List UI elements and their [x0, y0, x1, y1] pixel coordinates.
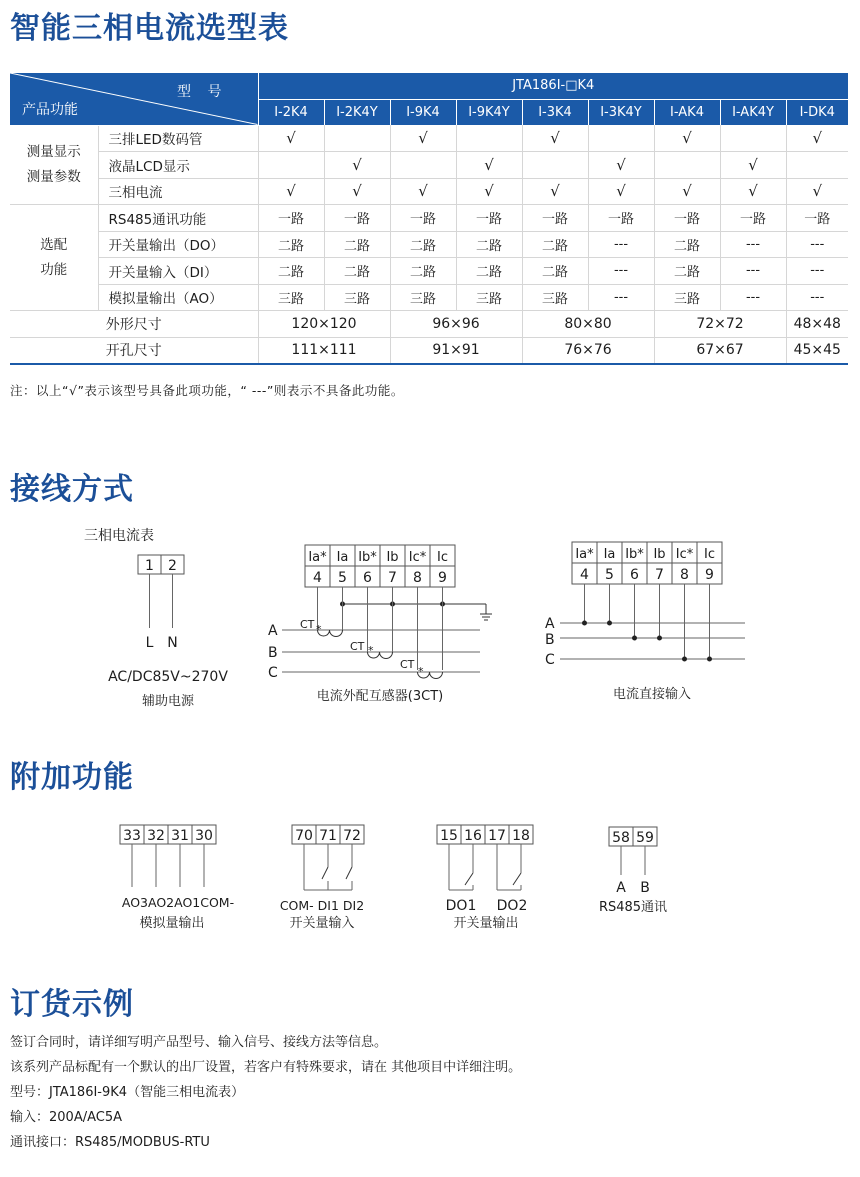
table-cell	[390, 152, 456, 179]
table-cell: 一路	[390, 205, 456, 232]
do-terminal: 16	[464, 828, 482, 844]
direct-top-label: Ia*	[575, 547, 594, 562]
group-label: 测量参数	[26, 168, 81, 185]
power-caption: 三相电流表	[84, 528, 154, 544]
polarity-mark: *	[316, 623, 322, 636]
di-terminal: 70	[295, 828, 313, 844]
direct-top-label: Ib	[653, 547, 666, 562]
ct-terminal: 5	[338, 570, 347, 586]
di-terminal: 72	[343, 828, 361, 844]
table-cell: √	[522, 125, 588, 152]
do-terminal: 17	[488, 828, 506, 844]
cutout-row	[10, 337, 848, 364]
table-row	[10, 205, 848, 232]
table-cell: √	[588, 152, 654, 179]
table-cell: 一路	[522, 205, 588, 232]
model-header: I-9K4Y	[456, 99, 522, 125]
feature-label: 开关量输入（DI）	[98, 258, 258, 285]
table-cell: 一路	[786, 205, 848, 232]
header-model-label: 型 号	[177, 84, 228, 100]
ct-top-label: Ib*	[358, 550, 377, 565]
feature-label: 开关量输出（DO）	[98, 231, 258, 258]
table-cell: ---	[588, 258, 654, 285]
cutout-size: 67×67	[654, 337, 786, 364]
power-label-l: L	[145, 635, 154, 651]
ct-top-label: Ib	[386, 550, 399, 565]
power-voltage: AC/DC85V~270V	[108, 669, 228, 685]
ct-label: CT	[300, 618, 315, 631]
wiring-diagrams	[0, 520, 860, 720]
ao-caption: 模拟量输出	[139, 916, 205, 931]
table-cell: 二路	[390, 258, 456, 285]
model-header: I-3K4Y	[588, 99, 654, 125]
table-row	[10, 258, 848, 285]
table-note: 注：以上“√”表示该型号具备此项功能，“ ---”则表示不具备此功能。	[10, 383, 404, 398]
di-diagram	[280, 825, 364, 931]
power-label-n: N	[167, 635, 178, 651]
model-header: I-2K4	[258, 99, 324, 125]
table-cell: √	[456, 152, 522, 179]
power-diagram	[84, 527, 228, 709]
table-cell	[588, 125, 654, 152]
power-terminal-2: 2	[168, 558, 177, 574]
ct-top-label: Ic	[437, 550, 448, 565]
group-option	[10, 205, 98, 311]
direct-terminal: 9	[705, 567, 714, 583]
polarity-mark: *	[368, 644, 374, 657]
table-cell: 二路	[456, 231, 522, 258]
rs485-diagram	[599, 827, 667, 915]
table-cell: 二路	[324, 231, 390, 258]
ct-top-label: Ic*	[408, 550, 427, 565]
direct-caption: 电流直接输入	[612, 687, 692, 702]
table-cell	[258, 152, 324, 179]
ct-top-label: Ia*	[308, 550, 327, 565]
do-label-1: DO1	[445, 898, 477, 914]
cutout-size: 91×91	[390, 337, 522, 364]
rs485-label-a: A	[616, 880, 626, 896]
model-header: I-3K4	[522, 99, 588, 125]
order-line: 输入：200A/AC5A	[10, 1110, 122, 1125]
table-cell: √	[324, 152, 390, 179]
table-cell: 三路	[522, 284, 588, 311]
table-cell: 一路	[456, 205, 522, 232]
table-cell: 二路	[324, 258, 390, 285]
group-label: 功能	[40, 261, 68, 278]
do-terminal: 15	[440, 828, 458, 844]
di-caption: 开关量输入	[289, 916, 355, 931]
cutout-size: 76×76	[522, 337, 654, 364]
order-line: 通讯接口：RS485/MODBUS-RTU	[10, 1135, 210, 1150]
table-cell: √	[390, 125, 456, 152]
table-row	[10, 231, 848, 258]
table-cell: ---	[786, 284, 848, 311]
cutout-size: 111×111	[258, 337, 390, 364]
table-cell: 二路	[654, 231, 720, 258]
table-cell	[324, 125, 390, 152]
table-cell: 二路	[654, 258, 720, 285]
ct-label: CT	[350, 640, 365, 653]
table-cell: 二路	[522, 231, 588, 258]
table-row	[10, 152, 848, 179]
direct-top-label: Ic*	[675, 547, 694, 562]
group-label: 测量显示	[26, 143, 81, 160]
table-cell: 三路	[390, 284, 456, 311]
direct-terminal: 8	[680, 567, 689, 583]
direct-top-label: Ic	[704, 547, 715, 562]
feature-label: 三排LED数码管	[98, 125, 258, 152]
ct-terminal: 4	[313, 570, 322, 586]
do-caption: 开关量输出	[453, 916, 519, 931]
model-header: I-DK4	[786, 99, 848, 125]
direct-terminal: 4	[580, 567, 589, 583]
ct-caption: 电流外配互感器(3CT)	[316, 689, 444, 704]
power-terminal-1: 1	[145, 558, 154, 574]
group-label: 选配	[40, 236, 68, 253]
table-cell: ---	[720, 284, 786, 311]
ct-phase-a: A	[268, 623, 278, 639]
do-diagram	[437, 825, 533, 931]
table-cell: √	[522, 178, 588, 205]
table-cell	[720, 125, 786, 152]
table-cell: 三路	[324, 284, 390, 311]
table-cell: 一路	[720, 205, 786, 232]
table-cell: 一路	[324, 205, 390, 232]
order-title: 订货示例	[10, 987, 134, 1022]
table-cell: √	[456, 178, 522, 205]
ao-terminal: 32	[147, 828, 165, 844]
table-cell: √	[588, 178, 654, 205]
selection-title: 智能三相电流选型表	[10, 11, 289, 46]
table-cell: √	[258, 125, 324, 152]
ct-terminal: 7	[388, 570, 397, 586]
table-cell: √	[786, 125, 848, 152]
outline-size: 72×72	[654, 311, 786, 338]
table-cell: 二路	[258, 258, 324, 285]
direct-terminal: 6	[630, 567, 639, 583]
ct-label: CT	[400, 658, 415, 671]
addon-diagrams	[0, 815, 860, 940]
group-measure	[10, 125, 98, 205]
selection-body	[10, 125, 848, 364]
ct-phase-c: C	[268, 665, 278, 681]
do-label-2: DO2	[496, 898, 528, 914]
ct-diagram	[268, 545, 492, 704]
direct-diagram	[545, 542, 745, 702]
ao-terminal: 33	[123, 828, 141, 844]
table-cell: 二路	[258, 231, 324, 258]
table-cell: ---	[720, 258, 786, 285]
table-cell: ---	[786, 258, 848, 285]
outline-size: 48×48	[786, 311, 848, 338]
order-line: 该系列产品标配有一个默认的出厂设置，若客户有特殊要求，请在 其他项目中详细注明。	[10, 1060, 522, 1075]
table-cell: ---	[720, 231, 786, 258]
model-header: I-AK4Y	[720, 99, 786, 125]
table-cell: √	[720, 152, 786, 179]
addon-title: 附加功能	[10, 760, 134, 795]
table-cell: ---	[786, 231, 848, 258]
direct-top-label: Ib*	[625, 547, 644, 562]
model-header: I-2K4Y	[324, 99, 390, 125]
table-cell: 二路	[390, 231, 456, 258]
rs485-terminal: 58	[612, 830, 630, 846]
table-row	[10, 125, 848, 152]
direct-phase-b: B	[545, 632, 555, 648]
order-line: 签订合同时，请详细写明产品型号、输入信号、接线方法等信息。	[10, 1035, 388, 1050]
model-header: I-9K4	[390, 99, 456, 125]
table-cell	[654, 152, 720, 179]
table-cell: 一路	[258, 205, 324, 232]
ct-phase-b: B	[268, 645, 278, 661]
outline-size: 80×80	[522, 311, 654, 338]
direct-terminal: 5	[605, 567, 614, 583]
ct-terminal: 8	[413, 570, 422, 586]
table-cell: 二路	[522, 258, 588, 285]
table-cell: √	[786, 178, 848, 205]
table-cell	[522, 152, 588, 179]
ct-top-label: Ia	[336, 550, 349, 565]
rs485-label-b: B	[640, 880, 650, 896]
table-cell	[786, 152, 848, 179]
ao-terminal: 30	[195, 828, 213, 844]
table-cell	[456, 125, 522, 152]
table-cell: √	[390, 178, 456, 205]
table-cell: √	[720, 178, 786, 205]
selection-table	[10, 73, 848, 365]
table-cell: 一路	[588, 205, 654, 232]
table-cell: 三路	[258, 284, 324, 311]
table-cell: √	[258, 178, 324, 205]
table-cell: 三路	[456, 284, 522, 311]
feature-label: RS485通讯功能	[98, 205, 258, 232]
cutout-label: 开孔尺寸	[10, 337, 258, 364]
table-cell: 二路	[456, 258, 522, 285]
ct-terminal: 6	[363, 570, 372, 586]
outline-size: 96×96	[390, 311, 522, 338]
table-row	[10, 178, 848, 205]
table-row	[10, 284, 848, 311]
polarity-mark: *	[418, 665, 424, 678]
outline-size: 120×120	[258, 311, 390, 338]
table-cell: 三路	[654, 284, 720, 311]
series-header: JTA186I-□K4	[258, 73, 848, 99]
table-cell: √	[324, 178, 390, 205]
order-line: 型号：JTA186I-9K4（智能三相电流表）	[10, 1085, 245, 1100]
wiring-title: 接线方式	[10, 472, 134, 507]
table-cell: ---	[588, 284, 654, 311]
feature-label: 模拟量输出（AO）	[98, 284, 258, 311]
outline-row	[10, 311, 848, 338]
model-header: I-AK4	[654, 99, 720, 125]
feature-label: 三相电流	[98, 178, 258, 205]
ao-terminal: 31	[171, 828, 189, 844]
di-labels: COM- DI1 DI2	[279, 898, 365, 913]
header-diagonal-cell	[10, 73, 258, 125]
ao-labels: AO3AO2AO1COM-	[121, 895, 235, 910]
feature-label: 液晶LCD显示	[98, 152, 258, 179]
ct-terminal: 9	[438, 570, 447, 586]
power-subcaption: 辅助电源	[141, 694, 195, 709]
direct-phase-c: C	[545, 652, 555, 668]
direct-top-label: Ia	[603, 547, 616, 562]
do-terminal: 18	[512, 828, 530, 844]
table-cell: 一路	[654, 205, 720, 232]
rs485-terminal: 59	[636, 830, 654, 846]
direct-phase-a: A	[545, 616, 555, 632]
table-cell: ---	[588, 231, 654, 258]
rs485-caption: RS485通讯	[598, 900, 668, 915]
di-terminal: 71	[319, 828, 337, 844]
ao-diagram	[120, 825, 234, 931]
header-function-label: 产品功能	[22, 101, 78, 118]
direct-terminal: 7	[655, 567, 664, 583]
table-cell: √	[654, 178, 720, 205]
cutout-size: 45×45	[786, 337, 848, 364]
table-cell: √	[654, 125, 720, 152]
outline-label: 外形尺寸	[10, 311, 258, 338]
